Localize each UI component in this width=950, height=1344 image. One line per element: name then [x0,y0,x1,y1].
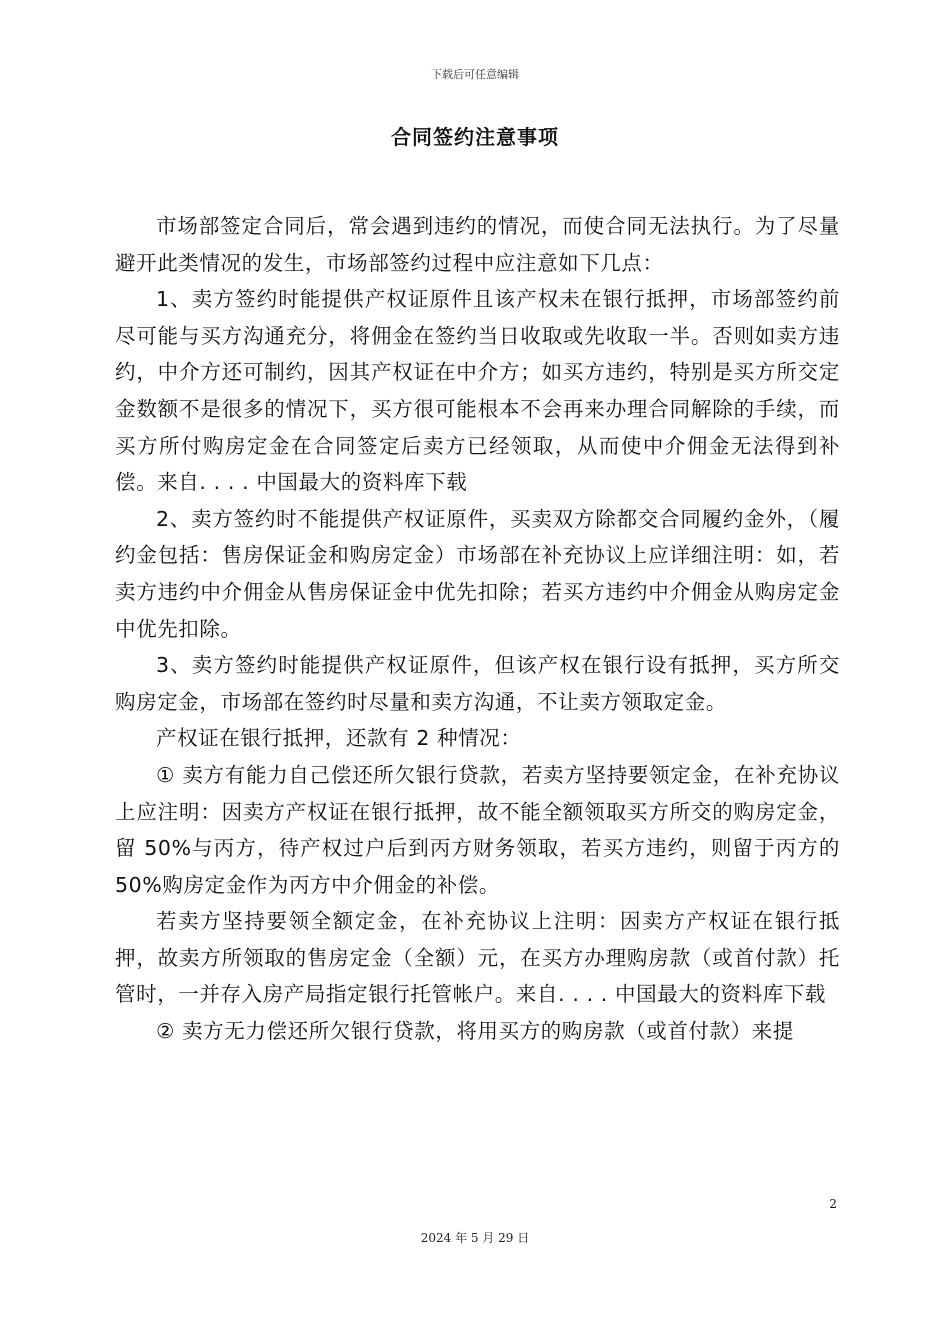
body-paragraph-item-1: 1、卖方签约时能提供产权证原件且该产权未在银行抵押，市场部签约前尽可能与买方沟通充分，将佣金在签约当日收取或先收取一半。否则如卖方违约，中介方还可制约，因其产权证在中介方；如买方违约，特别是买方所交定金数额不是很多的情况下，买方很可能根本不会再来办理合同解除的手续，而买方所付购房定金在合同签定后卖方已经领取，从而使中介佣金无法得到补偿。来自. . . . 中国最大的资料库下载 [115,287,840,495]
body-paragraph-case-1: ① 卖方有能力自己偿还所欠银行贷款，若卖方坚持要领定金，在补充协议上应注明：因卖方产权证在银行抵押，故不能全额领取买方所交的购房定金，留 50%与丙方，待产权过户后到丙方财务领取，若买方违约，则留于丙方的 50%购房定金作为丙方中介佣金的补偿。 [115,762,840,897]
body-paragraph-case-2: ② 卖方无力偿还所欠银行贷款，将用买方的购房款（或首付款）来提 [156,1019,794,1044]
page-number: 2 [829,1197,837,1211]
document-title: 合同签约注意事项 [391,125,559,149]
document-body [115,208,840,1050]
body-paragraph-mortgage-cases: 产权证在银行抵押，还款有 2 种情况： [156,726,522,751]
body-paragraph-item-2: 2、卖方签约时不能提供产权证原件，买卖双方除都交合同履约金外，（履约金包括：售房保证金和购房定金）市场部在补充协议上应详细注明：如，若卖方违约中介佣金从售房保证金中优先扣除；若买方违约中介佣金从购房定金中优先扣除。 [115,506,840,641]
body-paragraph-item-3: 3、卖方签约时能提供产权证原件，但该产权在银行设有抵押，买方所交购房定金，市场部在签约时尽量和卖方沟通，不让卖方领取定金。 [115,653,840,714]
page-footer-date: 2024 年 5 月 29 日 [420,1231,530,1245]
body-paragraph-full-deposit: 若卖方坚持要领全额定金，在补充协议上注明：因卖方产权证在银行抵押，故卖方所领取的售房定金（全额）元，在买方办理购房款（或首付款）托管时，一并存入房产局指定银行托管帐户。来自. . . . 中国最大的资料库下载 [115,909,840,1007]
body-paragraph-intro: 市场部签定合同后，常会遇到违约的情况，而使合同无法执行。为了尽量避开此类情况的发生，市场部签约过程中应注意如下几点： [115,214,840,275]
page-header-note: 下载后可任意编辑 [431,68,519,81]
